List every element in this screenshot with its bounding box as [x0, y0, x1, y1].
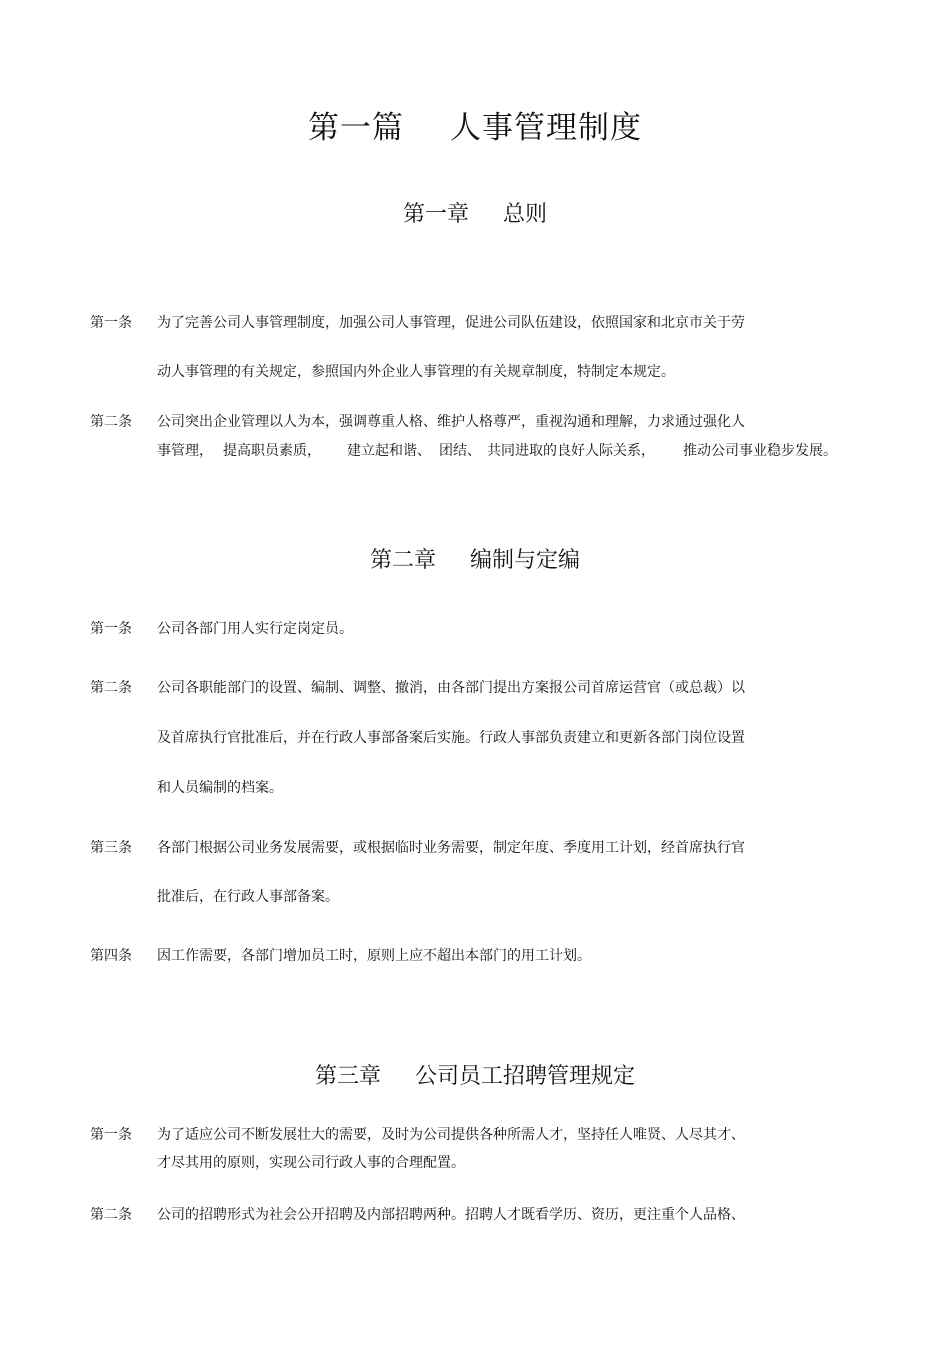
line-fragment: 推动公司事业稳步发展。 — [683, 443, 837, 459]
article-label: 第一条 — [90, 315, 132, 331]
article-line: 才尽其用的原则，实现公司行政人事的合理配置。 — [157, 1155, 465, 1171]
article-label: 第一条 — [90, 621, 132, 637]
article-line: 批准后，在行政人事部备案。 — [157, 889, 339, 905]
line-fragment: 团结、 — [439, 443, 481, 459]
line-fragment: 提高职员素质， — [223, 443, 321, 459]
article-line: 公司的招聘形式为社会公开招聘及内部招聘两种。招聘人才既看学历、资历，更注重个人品格、 — [157, 1207, 745, 1223]
line-fragment: 事管理， — [157, 443, 213, 459]
chapter-3-title — [0, 1062, 950, 1092]
article-line: 和人员编制的档案。 — [157, 780, 283, 796]
article-line: 各部门根据公司业务发展需要，或根据临时业务需要，制定年度、季度用工计划，经首席执行官 — [157, 840, 745, 856]
line-fragment: 共同进取的良好人际关系， — [487, 443, 655, 459]
part-title-text: 人事管理制度 — [450, 110, 642, 146]
article-line: 为了适应公司不断发展壮大的需要，及时为公司提供各种所需人才，坚持任人唯贤、人尽其才、 — [157, 1127, 745, 1143]
article-line: 为了完善公司人事管理制度，加强公司人事管理，促进公司队伍建设，依照国家和北京市关于劳 — [157, 315, 745, 331]
chapter-2-title — [0, 546, 950, 576]
chapter-number: 第一章 — [402, 202, 469, 227]
article-line: 公司各部门用人实行定岗定员。 — [157, 621, 353, 637]
part-number: 第一篇 — [308, 110, 404, 146]
article-line: 及首席执行官批准后，并在行政人事部备案后实施。行政人事部负责建立和更新各部门岗位设置 — [157, 730, 745, 746]
chapter-title-text: 公司员工招聘管理规定 — [415, 1064, 636, 1089]
article-label: 第二条 — [90, 680, 132, 696]
line-fragment: 建立起和谐、 — [347, 443, 431, 459]
article-label: 第二条 — [90, 414, 132, 430]
article-label: 第三条 — [90, 840, 132, 856]
article-line: 动人事管理的有关规定，参照国内外企业人事管理的有关规章制度，特制定本规定。 — [157, 364, 675, 380]
article-label: 第一条 — [90, 1127, 132, 1143]
article-label: 第四条 — [90, 948, 132, 964]
article-label: 第二条 — [90, 1207, 132, 1223]
chapter-title-text: 总则 — [503, 202, 548, 227]
chapter-number: 第三章 — [314, 1064, 381, 1089]
part-title — [0, 108, 950, 148]
chapter-title-text: 编制与定编 — [470, 548, 581, 573]
chapter-1-title — [0, 200, 950, 230]
article-line: 公司突出企业管理以人为本，强调尊重人格、维护人格尊严，重视沟通和理解，力求通过强化人 — [157, 414, 745, 430]
article-line: 公司各职能部门的设置、编制、调整、撤消，由各部门提出方案报公司首席运营官（或总裁）以 — [157, 680, 745, 696]
article-line: 因工作需要，各部门增加员工时，原则上应不超出本部门的用工计划。 — [157, 948, 591, 964]
chapter-number: 第二章 — [369, 548, 436, 573]
article-line-justified — [157, 441, 837, 461]
